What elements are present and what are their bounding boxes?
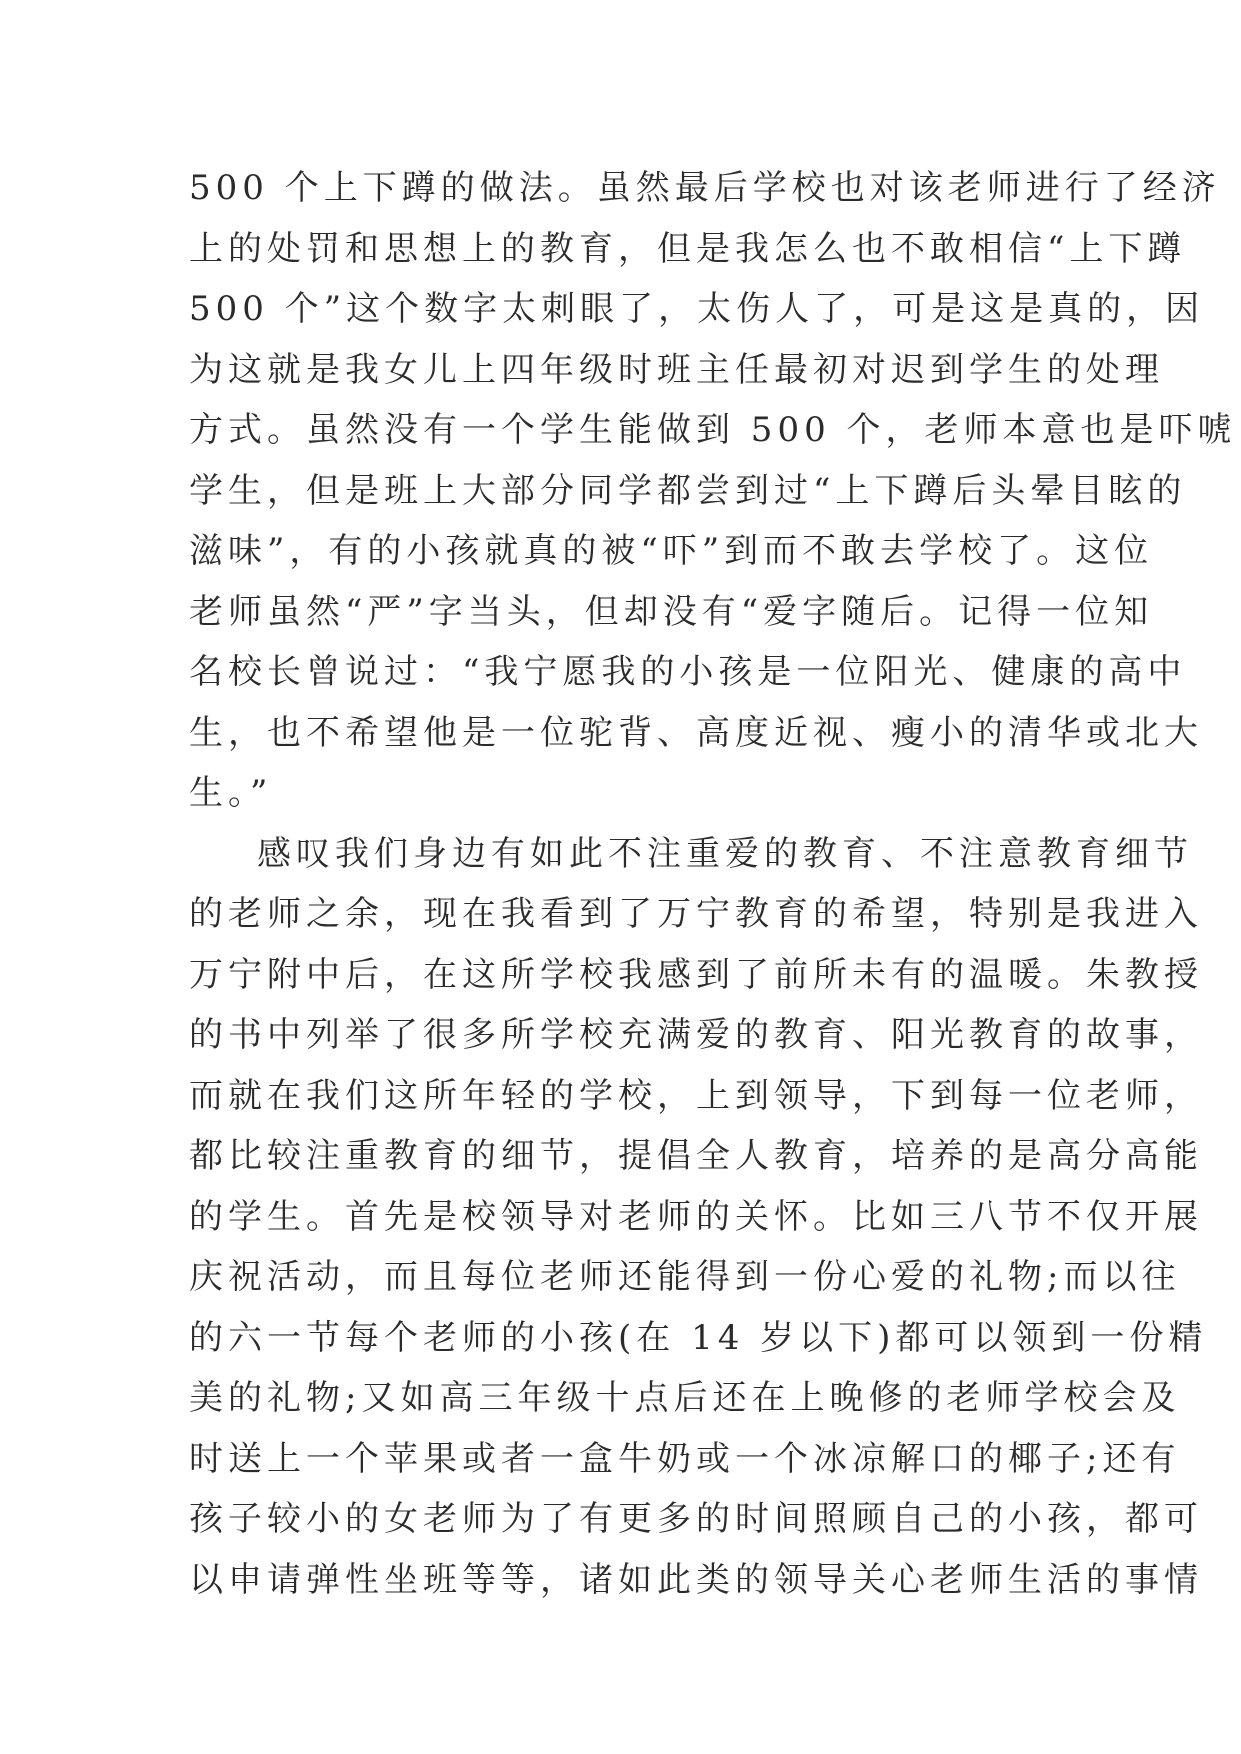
text-line: 500 个上下蹲的做法。虽然最后学校也对该老师进行了经济: [189, 168, 1221, 208]
text-line: 滋味”，有的小孩就真的被“吓”到而不敢去学校了。这位: [189, 531, 1154, 571]
paragraph-first-line: 感叹我们身边有如此不注重爱的教育、不注意教育细节: [257, 833, 1193, 874]
text-line: 美的礼物;又如高三年级十点后还在上晚修的老师学校会及: [189, 1378, 1181, 1418]
text-line: 万宁附中后，在这所学校我感到了前所未有的温暖。朱教授: [189, 954, 1203, 995]
text-line: 名校长曾说过：“我宁愿我的小孩是一位阳光、健康的高中: [189, 652, 1187, 692]
text-line: 老师虽然“严”字当头，但却没有“爱字随后。记得一位知: [189, 591, 1154, 632]
text-line: 的六一节每个老师的小孩(在 14 岁以下)都可以领到一份精: [189, 1317, 1208, 1358]
text-line: 上的处罚和思想上的教育，但是我怎么也不敢相信“上下蹲: [189, 228, 1187, 269]
text-line: 的学生。首先是校领导对老师的关怀。比如三八节不仅开展: [189, 1196, 1203, 1237]
body-text: [189, 158, 1237, 1610]
text-line: 以申请弹性坐班等等，诸如此类的领导关心老师生活的事情: [189, 1559, 1203, 1600]
text-line: 生，也不希望他是一位驼背、高度近视、瘦小的清华或北大: [189, 712, 1203, 753]
text-line: 生。”: [189, 773, 273, 813]
text-line: 为这就是我女儿上四年级时班主任最初对迟到学生的处理: [189, 349, 1164, 390]
text-line: 而就在我们这所年轻的学校，上到领导，下到每一位老师，: [189, 1075, 1203, 1116]
text-line: 都比较注重教育的细节，提倡全人教育，培养的是高分高能: [189, 1136, 1203, 1176]
text-line: 庆祝活动，而且每位老师还能得到一份心爱的礼物;而以往: [189, 1257, 1181, 1297]
text-line: 学生，但是班上大部分同学都尝到过“上下蹲后头晕目眩的: [189, 470, 1187, 511]
text-line: 时送上一个苹果或者一盒牛奶或一个冰凉解口的椰子;还有: [189, 1438, 1181, 1479]
text-line: 的老师之余，现在我看到了万宁教育的希望，特别是我进入: [189, 894, 1203, 934]
text-line: 的书中列举了很多所学校充满爱的教育、阳光教育的故事，: [189, 1015, 1203, 1055]
text-line: 方式。虽然没有一个学生能做到 500 个，老师本意也是吓唬: [189, 410, 1237, 450]
text-line: 孩子较小的女老师为了有更多的时间照顾自己的小孩，都可: [189, 1499, 1203, 1539]
text-line: 500 个”这个数字太刺眼了，太伤人了，可是这是真的，因: [189, 289, 1205, 329]
